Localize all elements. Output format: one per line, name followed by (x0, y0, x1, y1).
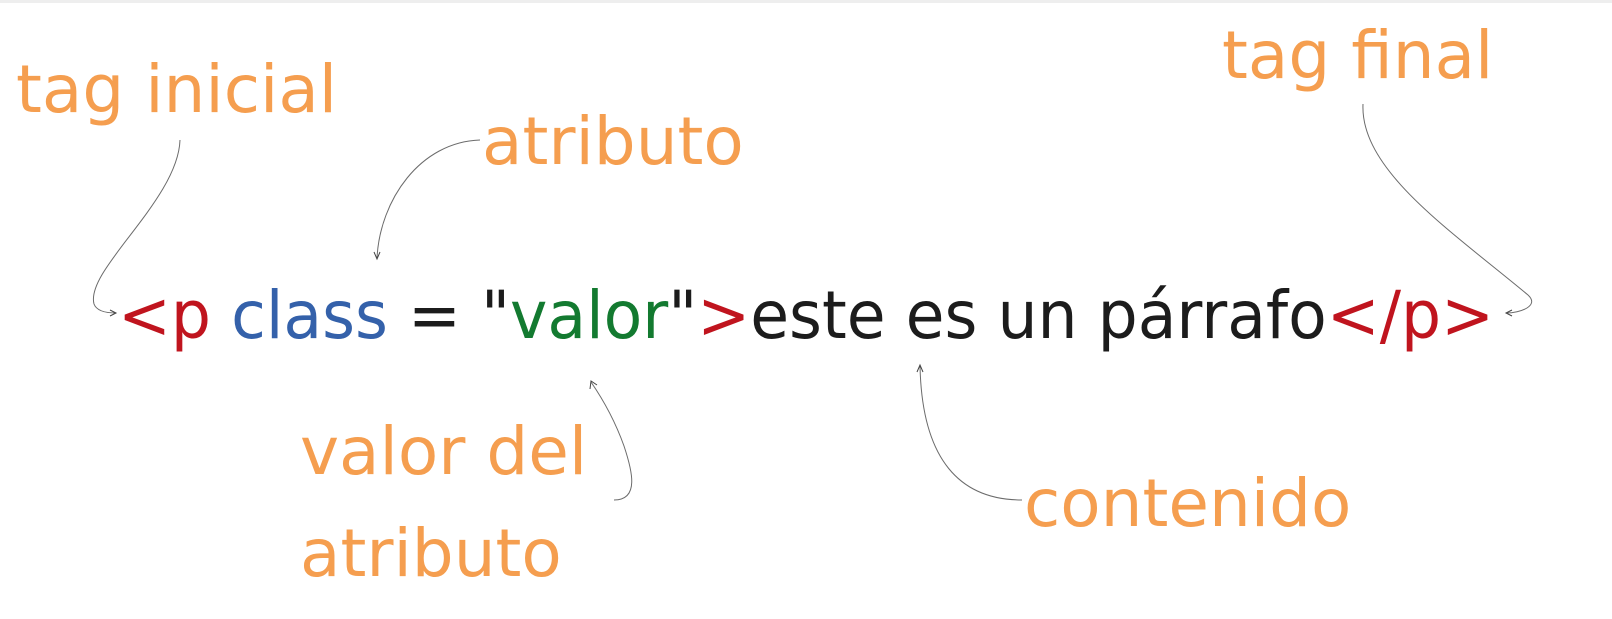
label-valor-del-atributo-line1: valor del (300, 413, 588, 490)
code-open-gt: > (697, 277, 753, 354)
label-contenido: contenido (1024, 465, 1352, 542)
code-close-quote: " (668, 277, 699, 354)
arrow-contenido (920, 366, 1022, 500)
code-equals: = " (387, 277, 516, 354)
code-open-lt: < (118, 277, 174, 354)
label-tag-inicial: tag inicial (16, 51, 338, 128)
code-closing-tag: </p> (1326, 277, 1502, 354)
label-atributo: atributo (482, 103, 744, 180)
arrow-valor-del-atributo (591, 382, 632, 500)
arrow-atributo (377, 140, 480, 258)
code-open-p: p (170, 277, 213, 354)
code-attr-name: class (231, 277, 395, 354)
code-attr-value: valor (510, 277, 676, 354)
code-content: este es un párrafo (750, 277, 1353, 354)
code-space (211, 277, 231, 354)
code-line (118, 277, 1502, 354)
label-tag-final: tag final (1222, 17, 1494, 94)
label-valor-del-atributo-line2: atributo (300, 515, 562, 592)
